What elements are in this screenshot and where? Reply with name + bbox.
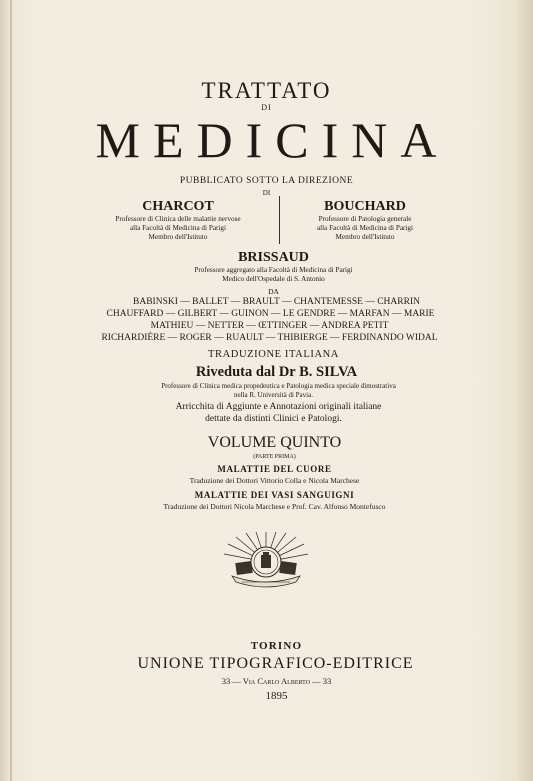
cuore-heading: MALATTIE DEL CUORE [217, 464, 332, 474]
bouchard-line2: alla Facoltà di Medicina di Parigi [316, 224, 413, 232]
da-small: DA [268, 287, 279, 296]
trattato-heading: TRATTATO [201, 78, 332, 103]
bouchard-name: BOUCHARD [324, 199, 406, 214]
cuore-translators: Traduzione dei Dottori Vittorio Colla e Nicola Marchese [189, 476, 360, 485]
charcot-line1: Professore di Clinica delle malattie nervose [115, 215, 241, 223]
bouchard-block [290, 199, 440, 242]
publisher-name: UNIONE TIPOGRAFICO-EDITRICE [137, 655, 414, 672]
director-divider [279, 196, 280, 244]
printer-emblem-icon [222, 532, 310, 590]
authors-line3: MATHIEU — NETTER — ŒTTINGER — ANDREA PETIT [150, 321, 389, 331]
arricchita-line1: Arricchita di Aggiunte e Annotazioni originali italiane [175, 402, 382, 412]
bouchard-line3: Membro dell'Istituto [335, 233, 395, 241]
publication-year: 1895 [265, 690, 288, 702]
vasi-translators: Traduzione dei Dottori Nicola Marchese e Prof. Cav. Alfonso Montefusco [163, 502, 386, 511]
charcot-block [88, 199, 268, 242]
authors-line4: RICHARDIÈRE — ROGER — RUAULT — THIBIERGE — FERDINANDO WIDAL [101, 333, 438, 343]
bouchard-line1: Professore di Patologia generale [318, 215, 412, 223]
di-small: DI [261, 103, 272, 112]
brissaud-line1: Professore aggregato alla Facoltà di Medicina di Parigi [194, 266, 353, 274]
authors-line2: CHAUFFARD — GILBERT — GUINON — LE GENDRE — MARFAN — MARIE [106, 309, 435, 319]
publisher-city: TORINO [250, 640, 303, 652]
charcot-line2: alla Facoltà di Medicina di Parigi [129, 224, 226, 232]
silva-line2: nella R. Università di Pavia. [234, 391, 313, 399]
charcot-name: CHARCOT [142, 199, 214, 214]
di-small-2: DI [262, 189, 271, 197]
publisher-address: 33 — Via Carlo Alberto — 33 [221, 676, 332, 686]
vasi-heading: MALATTIE DEI VASI SANGUIGNI [194, 490, 355, 500]
traduzione-heading: TRADUZIONE ITALIANA [208, 349, 339, 360]
brissaud-name: BRISSAUD [238, 250, 309, 265]
silva-line1: Professore di Clinica medica propedeutica e Patologia medica speciale dimostrativa [161, 382, 396, 390]
volume-title: VOLUME QUINTO [207, 434, 342, 451]
medicina-title: MEDICINA [95, 112, 450, 168]
pubblicato-line: PUBBLICATO SOTTO LA DIREZIONE [179, 176, 354, 186]
riveduta-line: Riveduta dal Dr B. SILVA [195, 364, 358, 380]
brissaud-line2: Medico dell'Ospedale di S. Antonio [222, 275, 325, 283]
authors-line1: BABINSKI — BALLET — BRAULT — CHANTEMESSE — CHARRIN [133, 297, 420, 307]
charcot-line3: Membro dell'Istituto [148, 233, 208, 241]
parte-prima: (PARTE PRIMA) [253, 454, 296, 460]
arricchita-line2: dettate da distinti Clinici e Patologi. [205, 414, 342, 424]
